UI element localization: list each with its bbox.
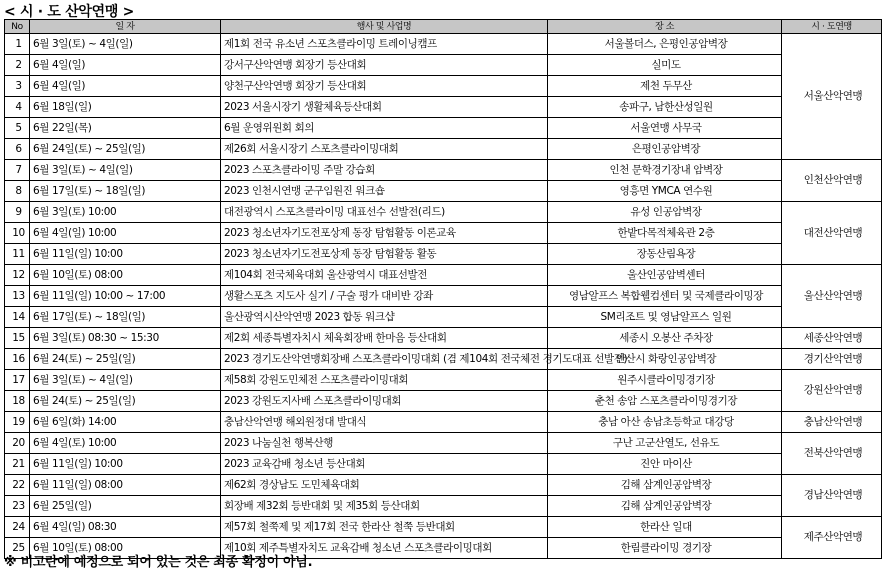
table-row <box>5 181 882 202</box>
row-date: 6월 4일(일) 10:00 <box>30 223 221 244</box>
table-row <box>5 517 882 538</box>
row-place: 영남알프스 복합웰컴센터 및 국제클라이밍장 <box>548 286 782 307</box>
row-place: 송파구, 남한산성일원 <box>548 97 782 118</box>
section-heading: < 시 · 도 산악연맹 > <box>4 4 135 20</box>
row-place: 한림클라이밍 경기장 <box>548 538 782 559</box>
table-row <box>5 307 882 328</box>
row-event: 제1회 전국 유소년 스포츠클라이밍 트레이닝캠프 <box>221 34 548 55</box>
header-no: No <box>5 20 30 34</box>
row-event: 2023 교육감배 청소년 등산대회 <box>221 454 548 475</box>
row-no: 21 <box>5 454 30 475</box>
row-date: 6월 3일(토) 10:00 <box>30 202 221 223</box>
row-no: 6 <box>5 139 30 160</box>
row-place: 제천 두무산 <box>548 76 782 97</box>
row-no: 8 <box>5 181 30 202</box>
row-place: 구난 고군산열도, 선유도 <box>548 433 782 454</box>
row-date: 6월 11일(일) 08:00 <box>30 475 221 496</box>
row-place: 영흥면 YMCA 연수원 <box>548 181 782 202</box>
table-row <box>5 118 882 139</box>
row-date: 6월 17일(토) ~ 18일(일) <box>30 307 221 328</box>
row-date: 6월 11일(일) 10:00 <box>30 454 221 475</box>
row-place: 안산시 화랑인공암벽장 <box>548 349 782 370</box>
row-event: 제104회 전국체육대회 울산광역시 대표선발전 <box>221 265 548 286</box>
row-place: 유성 인공암벽장 <box>548 202 782 223</box>
table-row <box>5 160 882 181</box>
row-no: 22 <box>5 475 30 496</box>
row-event: 강서구산악연맹 회장기 등산대회 <box>221 55 548 76</box>
row-place: 울산인공암벽센터 <box>548 265 782 286</box>
table-row <box>5 202 882 223</box>
row-event: 제10회 제주특별자치도 교육감배 청소년 스포츠클라이밍대회 <box>221 538 548 559</box>
row-place: 한밭다목적체육관 2층 <box>548 223 782 244</box>
row-event: 울산광역시산악연맹 2023 합동 워크샵 <box>221 307 548 328</box>
row-place: SM리조트 및 영남알프스 일원 <box>548 307 782 328</box>
row-no: 2 <box>5 55 30 76</box>
row-date: 6월 10일(토) 08:00 <box>30 538 221 559</box>
row-date: 6월 3일(토) ~ 4일(일) <box>30 370 221 391</box>
row-date: 6월 4일(일) <box>30 76 221 97</box>
row-no: 16 <box>5 349 30 370</box>
row-association: 전북산악연맹 <box>782 433 882 475</box>
row-date: 6월 4일(일) 08:30 <box>30 517 221 538</box>
row-no: 14 <box>5 307 30 328</box>
table-row <box>5 370 882 391</box>
schedule-table <box>4 19 882 559</box>
row-association: 울산산악연맹 <box>782 265 882 328</box>
row-event: 2023 인천시연맹 군구임원진 워크숍 <box>221 181 548 202</box>
row-event: 제26회 서울시장기 스포츠클라이밍대회 <box>221 139 548 160</box>
row-no: 13 <box>5 286 30 307</box>
row-date: 6월 24(토) ~ 25일(일) <box>30 349 221 370</box>
row-date: 6월 3일(토) ~ 4일(일) <box>30 160 221 181</box>
row-association: 강원산악연맹 <box>782 370 882 412</box>
row-no: 18 <box>5 391 30 412</box>
row-place: 김해 삼계인공암벽장 <box>548 475 782 496</box>
table-row <box>5 244 882 265</box>
row-place: 김해 삼계인공암벽장 <box>548 496 782 517</box>
table-row <box>5 265 882 286</box>
row-date: 6월 11일(일) 10:00 <box>30 244 221 265</box>
row-association: 인천산악연맹 <box>782 160 882 202</box>
table-row <box>5 34 882 55</box>
row-association: 세종산악연맹 <box>782 328 882 349</box>
row-no: 23 <box>5 496 30 517</box>
row-association: 경기산악연맹 <box>782 349 882 370</box>
row-event: 제57회 철쭉제 및 제17회 전국 한라산 철쭉 등반대회 <box>221 517 548 538</box>
row-association: 경남산악연맹 <box>782 475 882 517</box>
row-date: 6월 24일(토) ~ 25일(일) <box>30 139 221 160</box>
row-association: 제주산악연맹 <box>782 517 882 559</box>
header-event: 행사 및 사업명 <box>221 20 548 34</box>
row-event: 제2회 세종특별자치시 체육회장배 한마음 등산대회 <box>221 328 548 349</box>
row-event: 제62회 경상남도 도민체육대회 <box>221 475 548 496</box>
row-event: 생활스포츠 지도사 실기 / 구술 평가 대비반 강좌 <box>221 286 548 307</box>
row-date: 6월 6일(화) 14:00 <box>30 412 221 433</box>
row-place: 원주시클라이밍경기장 <box>548 370 782 391</box>
row-association: 충남산악연맹 <box>782 412 882 433</box>
row-place: 서울볼더스, 은평인공암벽장 <box>548 34 782 55</box>
row-date: 6월 11일(일) 10:00 ~ 17:00 <box>30 286 221 307</box>
row-event: 2023 나눔실천 행복산행 <box>221 433 548 454</box>
row-event: 2023 청소년자기도전포상제 동장 탐험활동 활동 <box>221 244 548 265</box>
row-no: 17 <box>5 370 30 391</box>
row-event: 2023 스포츠클라이밍 주말 강습회 <box>221 160 548 181</box>
row-date: 6월 4일(토) 10:00 <box>30 433 221 454</box>
row-date: 6월 24(토) ~ 25일(일) <box>30 391 221 412</box>
row-event: 2023 서울시장기 생활체육등산대회 <box>221 97 548 118</box>
table-row <box>5 76 882 97</box>
header-date: 일 자 <box>30 20 221 34</box>
row-place: 진안 마이산 <box>548 454 782 475</box>
row-no: 20 <box>5 433 30 454</box>
row-date: 6월 25일(일) <box>30 496 221 517</box>
row-no: 10 <box>5 223 30 244</box>
row-no: 4 <box>5 97 30 118</box>
table-row <box>5 496 882 517</box>
row-place: 충남 아산 송남초등학교 대강당 <box>548 412 782 433</box>
row-event: 6월 운영위원회 회의 <box>221 118 548 139</box>
row-no: 11 <box>5 244 30 265</box>
table-row <box>5 391 882 412</box>
table-row <box>5 433 882 454</box>
row-date: 6월 3일(토) 08:30 ~ 15:30 <box>30 328 221 349</box>
row-event: 2023 청소년자기도전포상제 동장 탐험활동 이론교육 <box>221 223 548 244</box>
row-event: 2023 강원도지사배 스포츠클라이밍대회 <box>221 391 548 412</box>
table-row <box>5 55 882 76</box>
row-date: 6월 10일(토) 08:00 <box>30 265 221 286</box>
row-place: 은평인공암벽장 <box>548 139 782 160</box>
row-date: 6월 3일(토) ~ 4일(일) <box>30 34 221 55</box>
row-no: 15 <box>5 328 30 349</box>
row-no: 5 <box>5 118 30 139</box>
table-row <box>5 349 882 370</box>
row-event: 2023 경기도산악연맹회장배 스포츠클라이밍대회 (겸 제104회 전국체전 경기도대표 선발전) <box>221 349 548 370</box>
row-event: 회장배 제32회 등반대회 및 제35회 등산대회 <box>221 496 548 517</box>
row-event: 양천구산악연맹 회장기 등산대회 <box>221 76 548 97</box>
table-row <box>5 286 882 307</box>
row-no: 3 <box>5 76 30 97</box>
row-place: 세종시 오봉산 주차장 <box>548 328 782 349</box>
row-no: 25 <box>5 538 30 559</box>
table-row <box>5 454 882 475</box>
header-place: 장 소 <box>548 20 782 34</box>
row-event: 대전광역시 스포츠클라이밍 대표선수 선발전(리드) <box>221 202 548 223</box>
row-no: 19 <box>5 412 30 433</box>
row-no: 9 <box>5 202 30 223</box>
row-date: 6월 18일(일) <box>30 97 221 118</box>
table-header-row <box>5 20 882 34</box>
row-no: 7 <box>5 160 30 181</box>
row-association: 대전산악연맹 <box>782 202 882 265</box>
row-event: 충남산악연맹 해외원정대 발대식 <box>221 412 548 433</box>
row-date: 6월 4일(일) <box>30 55 221 76</box>
table-row <box>5 475 882 496</box>
row-place: 실미도 <box>548 55 782 76</box>
row-event: 제58회 강원도민체전 스포츠클라이밍대회 <box>221 370 548 391</box>
row-no: 1 <box>5 34 30 55</box>
table-row <box>5 139 882 160</box>
row-place: 장동산림욕장 <box>548 244 782 265</box>
row-place: 한라산 일대 <box>548 517 782 538</box>
row-no: 12 <box>5 265 30 286</box>
table-row <box>5 328 882 349</box>
row-association: 서울산악연맹 <box>782 34 882 160</box>
row-date: 6월 22일(목) <box>30 118 221 139</box>
row-no: 24 <box>5 517 30 538</box>
row-place: 서울연맹 사무국 <box>548 118 782 139</box>
footnote: ※ 비고란에 예정으로 되어 있는 것은 최종 확정이 아님. <box>4 555 313 570</box>
table-row <box>5 97 882 118</box>
table-row <box>5 412 882 433</box>
row-place: 춘천 송암 스포츠클라이밍경기장 <box>548 391 782 412</box>
header-association: 시 · 도연맹 <box>782 20 882 34</box>
row-date: 6월 17일(토) ~ 18일(일) <box>30 181 221 202</box>
row-place: 인천 문학경기장내 암벽장 <box>548 160 782 181</box>
table-row <box>5 223 882 244</box>
schedule-body <box>5 34 882 559</box>
